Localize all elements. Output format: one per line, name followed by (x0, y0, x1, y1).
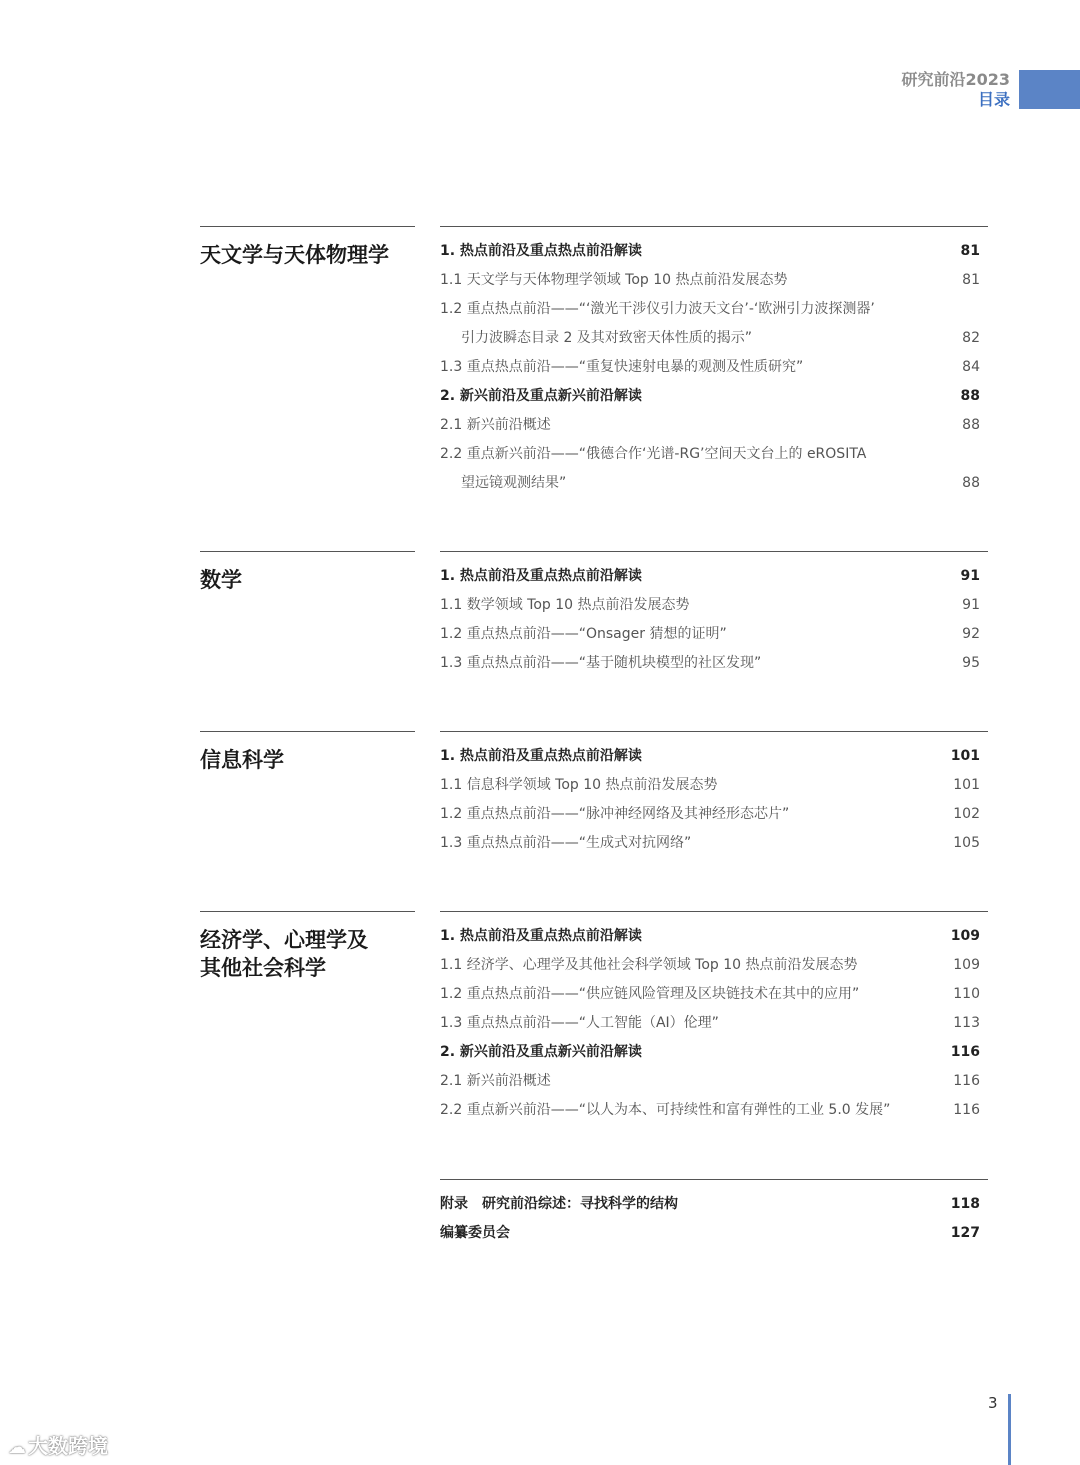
toc-entry[interactable]: 1.1 信息科学领域 Top 10 热点前沿发展态势 101 (440, 777, 980, 793)
toc-entry-appendix[interactable]: 附录 研究前沿综述：寻找科学的结构 118 (440, 1196, 980, 1212)
toc-entry[interactable]: 1.2 重点热点前沿——“脉冲神经网络及其神经形态芯片” 102 (440, 806, 980, 822)
toc-entries (440, 911, 988, 1125)
toc-entry[interactable]: 1.2 重点热点前沿——“‘激光干涉仪引力波天文台’-‘欧洲引力波探测器’ (440, 301, 875, 317)
toc-entry[interactable]: 2.2 重点新兴前沿——“以人为本、可持续性和富有弹性的工业 5.0 发展” 116 (440, 1102, 980, 1118)
toc-entry[interactable]: 2.1 新兴前沿概述 88 (440, 417, 980, 433)
toc-entries (440, 1179, 988, 1248)
section-title: 天文学与天体物理学 (200, 226, 415, 269)
toc-entry[interactable]: 1.2 重点热点前沿——“供应链风险管理及区块链技术在其中的应用” 110 (440, 986, 980, 1002)
toc-entry[interactable]: 1.3 重点热点前沿——“人工智能（AI）伦理” 113 (440, 1015, 980, 1031)
toc-entries (440, 731, 988, 858)
watermark-logo-icon: ☁ (8, 1437, 26, 1458)
toc-entry[interactable]: 2.2 重点新兴前沿——“俄德合作‘光谱-RG’空间天文台上的 eROSITA (440, 446, 867, 462)
report-title: 研究前沿2023 (901, 70, 1010, 89)
watermark (8, 1430, 108, 1459)
toc-entry[interactable]: 1. 热点前沿及重点热点前沿解读 91 (440, 568, 980, 584)
page-number: 3 (988, 1394, 998, 1412)
header-accent-bar (1019, 70, 1080, 109)
toc-entry-editorial-board[interactable]: 编纂委员会 127 (440, 1225, 980, 1241)
toc-entry[interactable]: 1. 热点前沿及重点热点前沿解读 81 (440, 243, 980, 259)
toc-entries (440, 226, 988, 498)
toc-entry[interactable]: 1.3 重点热点前沿——“重复快速射电暴的观测及性质研究” 84 (440, 359, 980, 375)
toc-entry[interactable]: 2.1 新兴前沿概述 116 (440, 1073, 980, 1089)
toc-entry[interactable]: 1.3 重点热点前沿——“基于随机块模型的社区发现” 95 (440, 655, 980, 671)
section-title (200, 911, 415, 982)
toc-entry[interactable]: 1. 热点前沿及重点热点前沿解读 101 (440, 748, 980, 764)
toc-label: 目录 (977, 90, 1010, 109)
toc-entry[interactable]: 1.1 数学领域 Top 10 热点前沿发展态势 91 (440, 597, 980, 613)
toc-entry[interactable]: 1.3 重点热点前沿——“生成式对抗网络” 105 (440, 835, 980, 851)
watermark-text: 大数跨境 (28, 1434, 108, 1458)
toc-entry[interactable]: 2. 新兴前沿及重点新兴前沿解读 88 (440, 388, 980, 404)
section-title-line: 其他社会科学 (200, 956, 326, 980)
section-title: 数学 (200, 551, 415, 594)
section-title-line: 经济学、心理学及 (200, 928, 368, 952)
toc-entry-continuation[interactable]: 引力波瞬态目录 2 及其对致密天体性质的揭示” 82 (461, 330, 980, 346)
page-number-accent-bar (1008, 1394, 1011, 1465)
section-title: 信息科学 (200, 731, 415, 774)
toc-entry[interactable]: 2. 新兴前沿及重点新兴前沿解读 116 (440, 1044, 980, 1060)
running-header (901, 70, 1010, 110)
toc-entry[interactable]: 1.2 重点热点前沿——“Onsager 猜想的证明” 92 (440, 626, 980, 642)
toc-entries (440, 551, 988, 678)
toc-entry[interactable]: 1. 热点前沿及重点热点前沿解读 109 (440, 928, 980, 944)
toc-entry-continuation[interactable]: 望远镜观测结果” 88 (461, 475, 980, 491)
toc-entry[interactable]: 1.1 经济学、心理学及其他社会科学领域 Top 10 热点前沿发展态势 109 (440, 957, 980, 973)
toc-entry[interactable]: 1.1 天文学与天体物理学领域 Top 10 热点前沿发展态势 81 (440, 272, 980, 288)
